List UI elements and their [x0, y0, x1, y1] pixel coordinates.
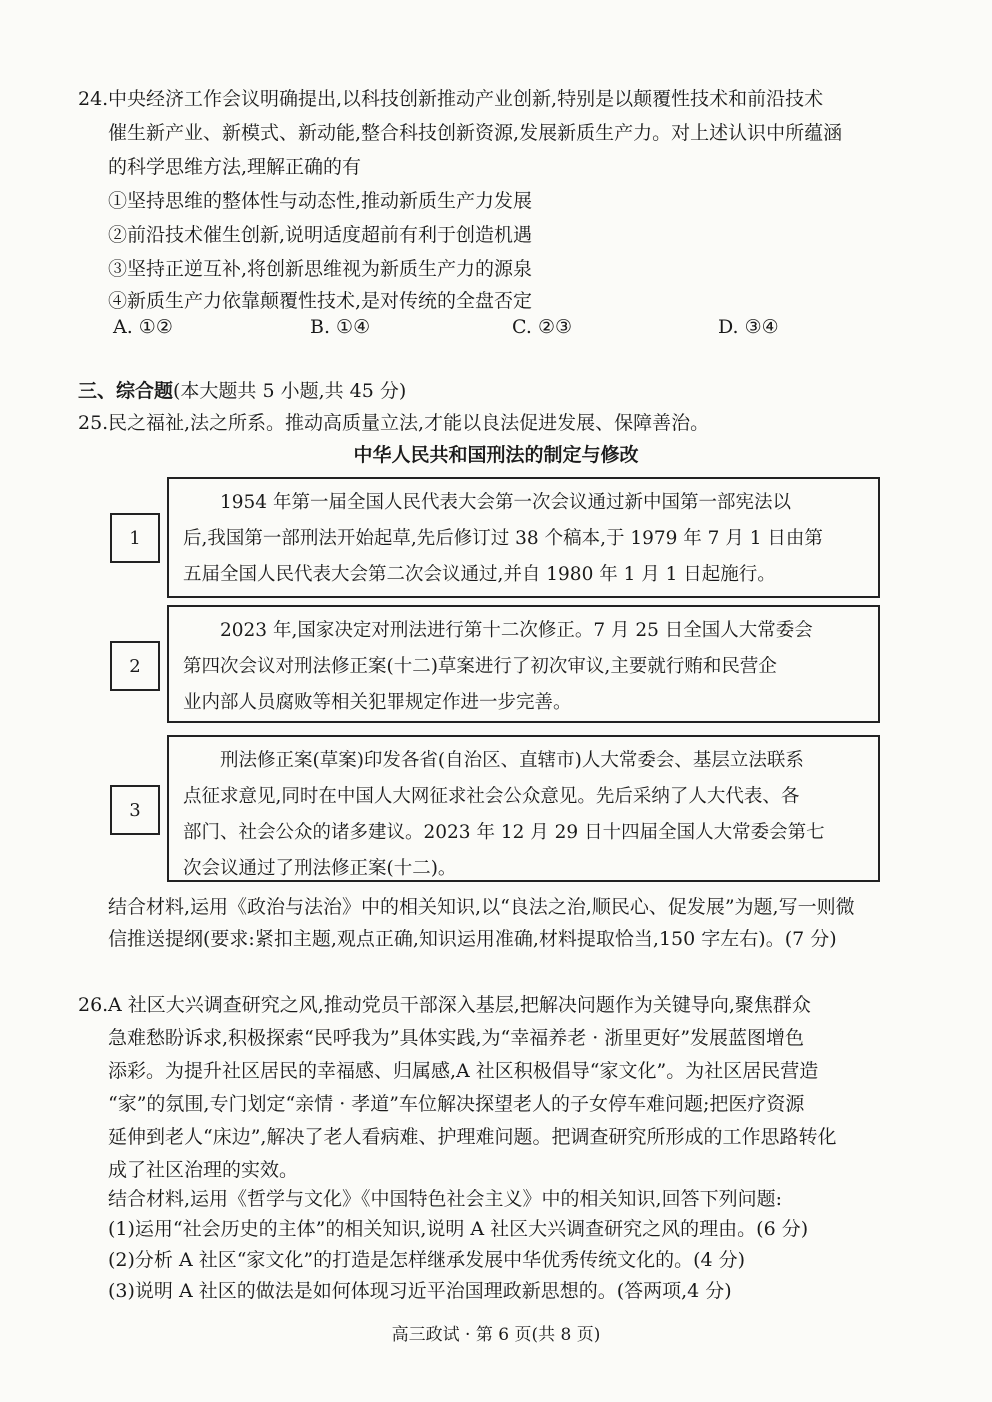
q24-option-a: A. ①②: [113, 316, 173, 338]
q24-option-c: C. ②③: [512, 316, 573, 338]
q24-statement: ③坚持正逆互补,将创新思维视为新质生产力的源泉: [108, 258, 533, 280]
q26-subquestion: (3)说明 A 社区的做法是如何体现习近平治国理政新思想的。(答两项,4 分): [108, 1280, 732, 1302]
step-number-box: 1: [110, 513, 160, 563]
material-line: 1954 年第一届全国人民代表大会第一次会议通过新中国第一部宪法以: [220, 492, 791, 513]
material-box: [167, 735, 880, 882]
material-line: 后,我国第一部刑法开始起草,先后修订过 38 个稿本,于 1979 年 7 月 1 日由第: [183, 528, 823, 549]
step-number-box: 3: [110, 785, 160, 835]
section-note: (本大题共 5 小题,共 45 分): [173, 380, 407, 402]
q24-statement: ①坚持思维的整体性与动态性,推动新质生产力发展: [108, 190, 533, 212]
q24-line: 催生新产业、新模式、新动能,整合科技创新资源,发展新质生产力。对上述认识中所蕴涵: [108, 122, 843, 144]
q25-intro: 民之福祉,法之所系。推动高质量立法,才能以良法促进发展、保障善治。: [108, 412, 710, 434]
q26-subquestion: (1)运用“社会历史的主体”的相关知识,说明 A 社区大兴调查研究之风的理由。(6 分): [108, 1218, 809, 1240]
q24-option-b: B. ①④: [310, 316, 371, 338]
material-line: 次会议通过了刑法修正案(十二)。: [183, 858, 457, 879]
material-line: 点征求意见,同时在中国人大网征求社会公众意见。先后采纳了人大代表、各: [183, 786, 800, 807]
q24-number: 24.: [78, 88, 109, 110]
q26-subquestion: (2)分析 A 社区“家文化”的打造是怎样继承发展中华优秀传统文化的。(4 分): [108, 1249, 746, 1271]
q24-statement: ②前沿技术催生创新,说明适度超前有利于创造机遇: [108, 224, 533, 246]
q25-task: 信推送提纲(要求:紧扣主题,观点正确,知识运用准确,材料提取恰当,150 字左右)。(7 分): [108, 928, 837, 950]
material-box: [167, 477, 880, 598]
q26-number: 26.: [78, 994, 109, 1016]
section-heading: [78, 374, 406, 408]
q26-line: 延伸到老人“床边”,解决了老人看病难、护理难问题。把调查研究所形成的工作思路转化: [108, 1126, 837, 1148]
page-footer: 高三政试 · 第 6 页(共 8 页): [391, 1325, 601, 1345]
q24-option-d: D. ③④: [718, 316, 779, 338]
q24-statement: ④新质生产力依靠颠覆性技术,是对传统的全盘否定: [108, 290, 533, 312]
q26-line: 添彩。为提升社区居民的幸福感、归属感,A 社区积极倡导“家文化”。为社区居民营造: [108, 1060, 819, 1082]
material-line: 刑法修正案(草案)印发各省(自治区、直辖市)人大常委会、基层立法联系: [220, 750, 804, 771]
material-box: [167, 605, 880, 723]
q24-line: 中央经济工作会议明确提出,以科技创新推动产业创新,特别是以颠覆性技术和前沿技术: [108, 88, 824, 110]
q26-line: 成了社区治理的实效。: [108, 1159, 299, 1181]
material-line: 业内部人员腐败等相关犯罪规定作进一步完善。: [183, 692, 572, 713]
material-line: 第四次会议对刑法修正案(十二)草案进行了初次审议,主要就行贿和民营企: [183, 656, 777, 677]
q26-line: 急难愁盼诉求,积极探索“民呼我为”具体实践,为“幸福养老 · 浙里更好”发展蓝图增色: [108, 1027, 805, 1049]
q25-table-title: 中华人民共和国刑法的制定与修改: [353, 444, 639, 466]
q24-line: 的科学思维方法,理解正确的有: [108, 156, 362, 178]
q26-line: 结合材料,运用《哲学与文化》《中国特色社会主义》中的相关知识,回答下列问题:: [108, 1188, 782, 1210]
q26-line: “家”的氛围,专门划定“亲情 · 孝道”车位解决探望老人的子女停车难问题;把医疗资源: [108, 1093, 805, 1115]
material-line: 2023 年,国家决定对刑法进行第十二次修正。7 月 25 日全国人大常委会: [220, 620, 813, 641]
q25-task: 结合材料,运用《政治与法治》中的相关知识,以“良法之治,顺民心、促发展”为题,写一则微: [108, 896, 855, 918]
step-number-box: 2: [110, 641, 160, 691]
q25-number: 25.: [78, 412, 109, 434]
section-title: 三、综合题: [78, 380, 174, 402]
material-line: 部门、社会公众的诸多建议。2023 年 12 月 29 日十四届全国人大常委会第七: [183, 822, 825, 843]
material-line: 五届全国人民代表大会第二次会议通过,并自 1980 年 1 月 1 日起施行。: [183, 564, 776, 585]
q26-line: A 社区大兴调查研究之风,推动党员干部深入基层,把解决问题作为关键导向,聚焦群众: [108, 994, 811, 1016]
